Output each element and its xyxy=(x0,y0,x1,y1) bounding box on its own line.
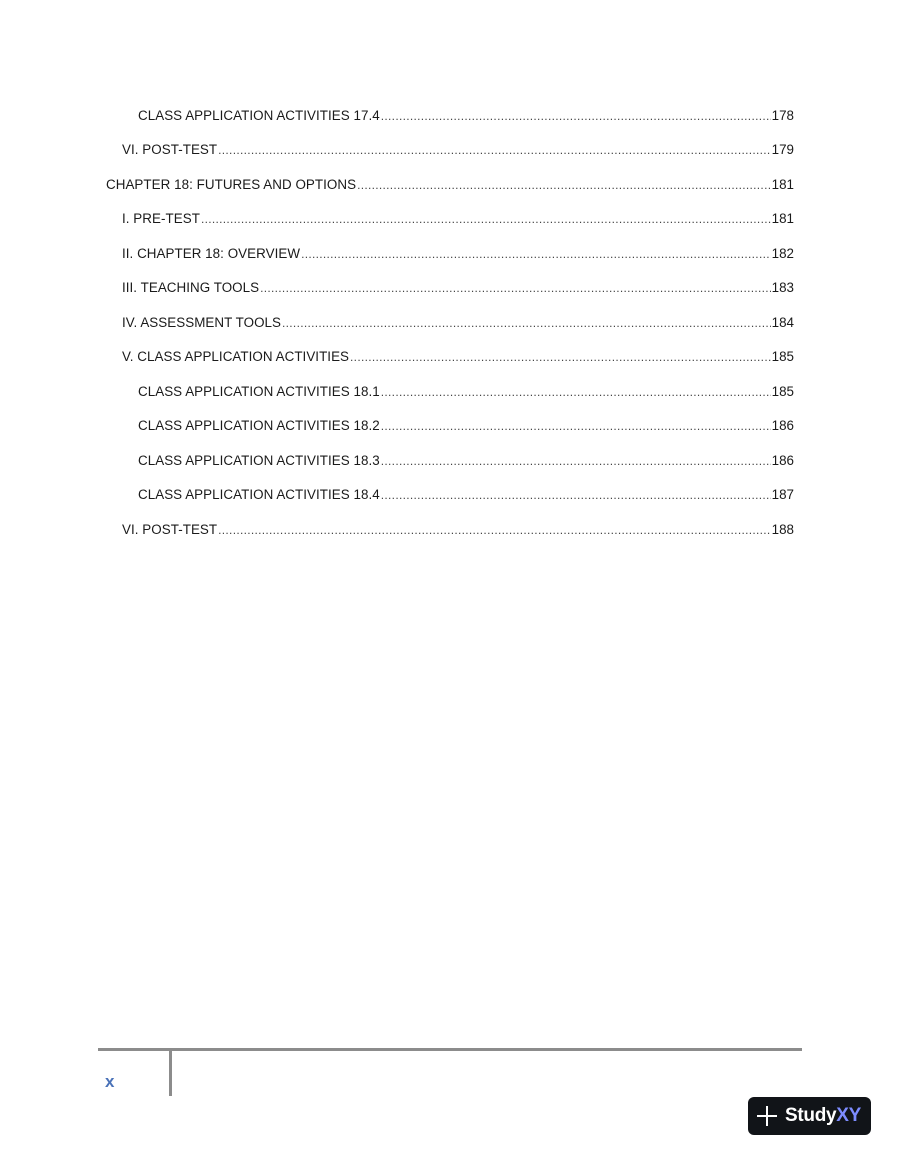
toc-dot-leader xyxy=(218,140,771,160)
studyxy-logo-text xyxy=(785,1105,861,1127)
footer-page-number: x xyxy=(105,1072,115,1091)
toc-dot-leader xyxy=(350,347,771,367)
toc-entry[interactable] xyxy=(138,106,794,126)
toc-entry-page: 181 xyxy=(771,177,794,192)
toc-dot-leader xyxy=(381,485,771,505)
toc-entry[interactable] xyxy=(122,313,794,333)
toc-entry[interactable] xyxy=(138,382,794,402)
toc-dot-leader xyxy=(282,313,771,333)
plus-icon xyxy=(756,1105,778,1127)
toc-entry-label: CLASS APPLICATION ACTIVITIES 18.3 xyxy=(138,453,380,468)
toc-entry-page: 185 xyxy=(771,384,794,399)
toc-dot-leader xyxy=(381,451,771,471)
toc-entry-page: 184 xyxy=(771,315,794,330)
toc-entry-label: CLASS APPLICATION ACTIVITIES 18.1 xyxy=(138,384,380,399)
toc-entry-page: 186 xyxy=(771,418,794,433)
logo-text-study: Study xyxy=(785,1105,837,1126)
toc-entry[interactable] xyxy=(122,520,794,540)
toc-entry-page: 181 xyxy=(771,211,794,226)
toc-entry[interactable] xyxy=(122,244,794,264)
toc-entry-page: 183 xyxy=(771,280,794,295)
toc-entry-label: II. CHAPTER 18: OVERVIEW xyxy=(122,246,301,261)
footer-vertical-rule xyxy=(169,1051,172,1096)
toc-entry[interactable] xyxy=(138,485,794,505)
toc-entry-page: 182 xyxy=(771,246,794,261)
toc-entry[interactable] xyxy=(122,209,794,229)
toc-entry-label: I. PRE-TEST xyxy=(122,211,200,226)
toc-entry-page: 186 xyxy=(771,453,794,468)
toc-dot-leader xyxy=(381,416,771,436)
toc-entry-page: 185 xyxy=(771,349,794,364)
toc-entry[interactable] xyxy=(122,347,794,367)
toc-dot-leader xyxy=(381,382,771,402)
toc-entry-label: CLASS APPLICATION ACTIVITIES 18.2 xyxy=(138,418,380,433)
studyxy-badge[interactable] xyxy=(748,1097,871,1135)
toc-entry[interactable] xyxy=(138,416,794,436)
toc-entry[interactable] xyxy=(138,451,794,471)
toc-entry-label: VI. POST-TEST xyxy=(122,142,218,157)
footer-horizontal-rule xyxy=(98,1048,802,1051)
toc-entry-label: CLASS APPLICATION ACTIVITIES 18.4 xyxy=(138,487,380,502)
toc-dot-leader xyxy=(381,106,771,126)
logo-text-xy: XY xyxy=(836,1105,862,1126)
toc-dot-leader xyxy=(201,209,771,229)
toc-entry[interactable] xyxy=(106,175,794,195)
toc-entry-label: CLASS APPLICATION ACTIVITIES 17.4 xyxy=(138,108,380,123)
toc-entry[interactable] xyxy=(122,140,794,160)
toc-dot-leader xyxy=(218,520,771,540)
toc-entry-label: CHAPTER 18: FUTURES AND OPTIONS xyxy=(106,177,357,192)
toc-entry-page: 187 xyxy=(771,487,794,502)
toc-entry-page: 179 xyxy=(771,142,794,157)
toc-entry-page: 178 xyxy=(771,108,794,123)
toc-entry-label: III. TEACHING TOOLS xyxy=(122,280,260,295)
toc-entry-label: VI. POST-TEST xyxy=(122,522,218,537)
toc-entry[interactable] xyxy=(122,278,794,298)
toc-entry-page: 188 xyxy=(771,522,794,537)
toc-dot-leader xyxy=(301,244,771,264)
toc-entry-label: IV. ASSESSMENT TOOLS xyxy=(122,315,282,330)
toc-entry-label: V. CLASS APPLICATION ACTIVITIES xyxy=(122,349,350,364)
toc-dot-leader xyxy=(357,175,771,195)
toc-dot-leader xyxy=(260,278,771,298)
